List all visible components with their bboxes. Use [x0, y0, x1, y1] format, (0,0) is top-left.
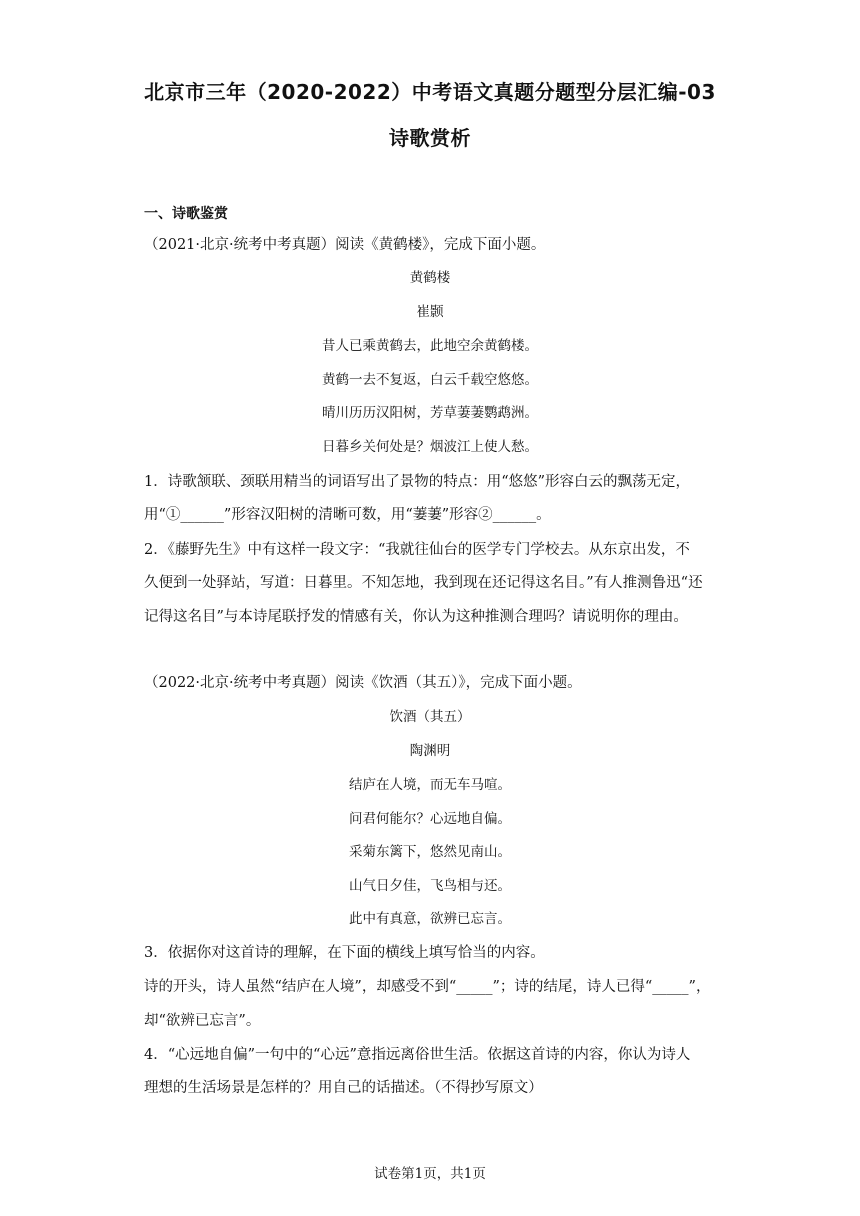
question-3-line: 诗的开头，诗人虽然“结庐在人境”，却感受不到“_____”；诗的结尾，诗人已得“_____”，: [144, 979, 711, 995]
question-2-line: 记得这名目”与本诗尾联抒发的情感有关，你认为这种推测合理吗？请说明你的理由。: [144, 609, 688, 625]
question-3-line: 却“欲辨已忘言”。: [144, 1013, 261, 1029]
poem2-title: 饮酒（其五）: [389, 709, 471, 725]
poem1-line: 日暮乡关何处是？烟波江上使人愁。: [322, 439, 538, 455]
poem1-line: 黄鹤一去不复返，白云千载空悠悠。: [322, 372, 538, 388]
poem2-line: 山气日夕佳，飞鸟相与还。: [349, 878, 511, 894]
question-3-line: 3．依据你对这首诗的理解，在下面的横线上填写恰当的内容。: [144, 945, 545, 961]
question-2-line: 2．《藤野先生》中有这样一段文字：“我就往仙台的医学专门学校去。从东京出发，不: [144, 542, 690, 558]
poem1-title: 黄鹤楼: [409, 270, 451, 286]
question-1-line: 1．诗歌颔联、颈联用精当的词语写出了景物的特点：用“悠悠”形容白云的飘荡无定，: [144, 474, 691, 490]
poem1-line: 晴川历历汉阳树，芳草萋萋鹦鹉洲。: [322, 405, 538, 421]
group2-intro: （2022·北京·统考中考真题）阅读《饮酒（其五）》，完成下面小题。: [144, 675, 582, 691]
poem1-line: 昔人已乘黄鹤去，此地空余黄鹤楼。: [322, 338, 538, 354]
poem2-line: 问君何能尔？心远地自偏。: [349, 811, 511, 827]
poem2-line: 此中有真意，欲辨已忘言。: [349, 911, 511, 927]
question-4-line: 理想的生活场景是怎样的？用自己的话描述。（不得抄写原文）: [144, 1080, 543, 1096]
page-footer: 试卷第1页，共1页: [374, 1166, 486, 1182]
question-4-line: 4．“心远地自偏”一句中的“心远”意指远离俗世生活。依据这首诗的内容，你认为诗人: [144, 1047, 691, 1063]
poem1-author: 崔颢: [416, 304, 444, 320]
question-1-line: 用“①______”形容汉阳树的清晰可数，用“萋萋”形容②______。: [144, 507, 551, 523]
group1-intro: （2021·北京·统考中考真题）阅读《黄鹤楼》，完成下面小题。: [144, 237, 546, 253]
poem2-line: 结庐在人境，而无车马喧。: [349, 777, 511, 793]
poem2-author: 陶渊明: [409, 743, 451, 759]
poem2-line: 采菊东篱下，悠然见南山。: [349, 844, 511, 860]
question-2-line: 久便到一处驿站，写道：日暮里。不知怎地，我到现在还记得这名目。”有人推测鲁迅“还: [144, 575, 703, 591]
document-subtitle: 诗歌赏析: [389, 126, 471, 150]
section-heading: 一、诗歌鉴赏: [144, 206, 228, 222]
document-title: 北京市三年（2020-2022）中考语文真题分题型分层汇编-03: [144, 80, 716, 104]
